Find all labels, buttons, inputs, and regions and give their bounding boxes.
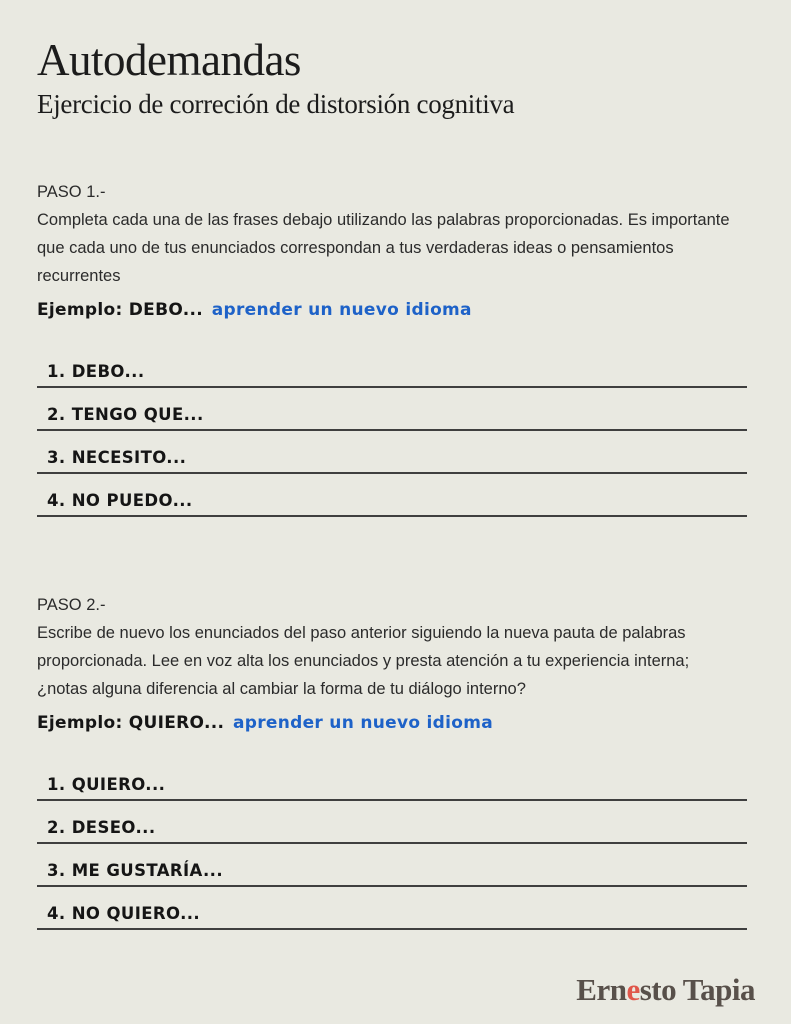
fill-in-line-label: 1. DEBO... [47, 362, 145, 382]
fill-in-line-tengo-que[interactable] [37, 388, 747, 431]
logo-text-start: Ern [576, 972, 627, 1007]
brand-logo [576, 972, 755, 1008]
logo-text-end: sto Tapia [639, 972, 755, 1007]
fill-in-line-label: 4. NO PUEDO... [47, 491, 193, 511]
step-1-label: PASO 1.- [37, 183, 106, 202]
fill-in-line-label: 3. NECESITO... [47, 448, 187, 468]
fill-in-line-deseo[interactable] [37, 801, 747, 844]
step-1-example [37, 299, 747, 321]
page-title: Autodemandas [37, 35, 301, 85]
step-2-label: PASO 2.- [37, 596, 106, 615]
step-2-section [37, 591, 747, 930]
step-1-section [37, 178, 747, 517]
step-2-blanks [37, 758, 747, 930]
fill-in-line-no-puedo[interactable] [37, 474, 747, 517]
fill-in-line-me-gustaria[interactable] [37, 844, 747, 887]
step-2-example [37, 712, 747, 734]
step-1-blanks [37, 345, 747, 517]
fill-in-line-necesito[interactable] [37, 431, 747, 474]
fill-in-line-no-quiero[interactable] [37, 887, 747, 930]
step-2-instructions: Escribe de nuevo los enunciados del paso anterior siguiendo la nueva pauta de palabras proporcionada. Lee en voz alta los enunciados y presta atención a tu experiencia interna; ¿notas alguna diferencia al cambiar la forma de tu diálogo interno? [37, 624, 690, 699]
page-subtitle: Ejercicio de correción de distorsión cognitiva [37, 89, 515, 119]
fill-in-line-debo[interactable] [37, 345, 747, 388]
fill-in-line-quiero[interactable] [37, 758, 747, 801]
worksheet-header [37, 35, 747, 120]
worksheet-footer [576, 972, 755, 1008]
fill-in-line-label: 3. ME GUSTARÍA... [47, 861, 224, 881]
step-1-instructions: Completa cada una de las frases debajo utilizando las palabras proporcionadas. Es importante que cada uno de tus enunciados correspondan a tus verdaderas ideas o pensamientos recurrentes [37, 211, 730, 286]
fill-in-line-label: 1. QUIERO... [47, 775, 166, 795]
fill-in-line-label: 2. TENGO QUE... [47, 405, 204, 425]
step-1-example-answer: aprender un nuevo idioma [211, 300, 472, 321]
logo-accent-letter: e [626, 972, 640, 1007]
fill-in-line-label: 2. DESEO... [47, 818, 156, 838]
step-1-example-prompt: Ejemplo: DEBO... [37, 300, 204, 321]
step-2-example-answer: aprender un nuevo idioma [232, 713, 494, 734]
step-2-example-prompt: Ejemplo: QUIERO... [37, 713, 225, 734]
fill-in-line-label: 4. NO QUIERO... [47, 904, 201, 924]
